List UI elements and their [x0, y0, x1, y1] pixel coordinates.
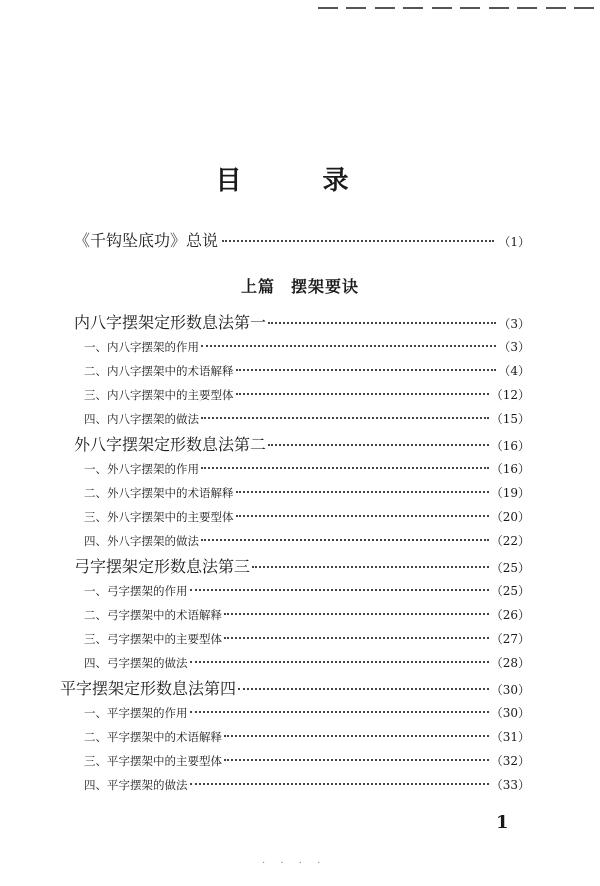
toc-entry-page: （16） [490, 462, 530, 476]
toc-entry-label: 一、内八字摆架的作用 [84, 340, 199, 354]
toc-entry-chapter[interactable] [74, 432, 530, 455]
toc-entry-label: 四、内八字摆架的做法 [84, 412, 199, 426]
dot-leader [236, 367, 497, 371]
toc-entry-page: （33） [490, 778, 530, 792]
toc-entry-page: （3） [498, 317, 530, 331]
toc-entry-page: （15） [490, 412, 530, 426]
page-number: 1 [496, 812, 509, 833]
toc-entry-label: 二、外八字摆架中的术语解释 [84, 486, 234, 500]
toc-entry-page: （3） [498, 340, 530, 354]
toc-entry-page: （16） [490, 439, 530, 453]
scan-specks: · · · · [262, 858, 327, 869]
toc-entry-page: （25） [490, 561, 530, 575]
toc-entry-label: 外八字摆架定形数息法第二 [74, 435, 267, 454]
toc-entry-section[interactable] [84, 532, 530, 549]
part-heading [0, 274, 600, 297]
toc-entry-section[interactable] [84, 728, 530, 745]
toc-entry-label: 二、平字摆架中的术语解释 [84, 730, 222, 744]
header-rule [318, 4, 594, 12]
dot-leader [236, 489, 489, 493]
toc-entry-section[interactable] [84, 410, 530, 427]
toc-entry-page: （12） [490, 388, 530, 402]
toc-entry-label: 一、平字摆架的作用 [84, 706, 188, 720]
toc-entry-label: 一、外八字摆架的作用 [84, 462, 199, 476]
toc-entry-page: （26） [490, 608, 530, 622]
dot-leader [236, 391, 489, 395]
toc-entry-section[interactable] [84, 508, 530, 525]
toc-entry-label: 《千钩坠底功》总说 [74, 231, 219, 250]
toc-entry-section[interactable] [84, 630, 530, 647]
dot-leader [224, 611, 489, 615]
toc-entry-label: 二、内八字摆架中的术语解释 [84, 364, 234, 378]
toc-entry-label: 一、弓字摆架的作用 [84, 584, 188, 598]
toc-entry-page: （25） [490, 584, 530, 598]
part-prefix: 上篇 [240, 277, 275, 296]
toc-entry-section[interactable] [84, 338, 530, 355]
toc-entry-label: 四、外八字摆架的做法 [84, 534, 199, 548]
toc-entry-label: 四、弓字摆架的做法 [84, 656, 188, 670]
dot-leader [224, 757, 489, 761]
toc-entry-label: 三、弓字摆架中的主要型体 [84, 632, 222, 646]
toc-entry-label: 二、弓字摆架中的术语解释 [84, 608, 222, 622]
toc-entry-label: 三、平字摆架中的主要型体 [84, 754, 222, 768]
toc-entry-section[interactable] [84, 654, 530, 671]
dot-leader [268, 320, 496, 324]
toc-entry-page: （28） [490, 656, 530, 670]
toc-entry-label: 四、平字摆架的做法 [84, 778, 188, 792]
dot-leader [224, 733, 489, 737]
toc-entry-section[interactable] [84, 776, 530, 793]
toc-entry-section[interactable] [84, 484, 530, 501]
dot-leader [268, 442, 489, 446]
dot-leader [252, 564, 489, 568]
toc-entry-page: （32） [490, 754, 530, 768]
toc-entry-page: （30） [490, 706, 530, 720]
toc-entry-page: （31） [490, 730, 530, 744]
toc-entry-chapter[interactable] [74, 310, 530, 333]
toc-entry-section[interactable] [84, 752, 530, 769]
toc-entry-page: （22） [490, 534, 530, 548]
toc-entry-label: 三、外八字摆架中的主要型体 [84, 510, 234, 524]
toc-entry-page: （1） [498, 235, 530, 249]
toc-entry-intro[interactable] [74, 228, 530, 251]
toc-entry-label: 内八字摆架定形数息法第一 [74, 313, 267, 332]
toc-entry-section[interactable] [84, 606, 530, 623]
toc-entry-page: （4） [498, 364, 530, 378]
toc-entry-page: （27） [490, 632, 530, 646]
dot-leader [236, 513, 489, 517]
toc-entry-section[interactable] [84, 362, 530, 379]
dot-leader [201, 415, 489, 419]
toc-entry-section[interactable] [84, 704, 530, 721]
page-title: 目 录 [215, 166, 385, 196]
toc-entry-page: （19） [490, 486, 530, 500]
toc-entry-chapter[interactable] [74, 554, 530, 577]
toc-entry-section[interactable] [84, 386, 530, 403]
toc-entry-chapter[interactable] [60, 676, 530, 699]
dot-leader [190, 659, 489, 663]
toc-entry-section[interactable] [84, 460, 530, 477]
dot-leader [224, 635, 489, 639]
dot-leader [190, 587, 489, 591]
toc-entry-label: 平字摆架定形数息法第四 [60, 679, 237, 698]
toc-entry-page: （20） [490, 510, 530, 524]
dot-leader [201, 537, 489, 541]
toc-entry-page: （30） [490, 683, 530, 697]
dot-leader [201, 465, 489, 469]
dot-leader [190, 709, 489, 713]
dot-leader [190, 781, 489, 785]
dot-leader [238, 686, 489, 690]
part-name: 摆架要诀 [291, 277, 360, 296]
toc-entry-section[interactable] [84, 582, 530, 599]
toc-entry-label: 三、内八字摆架中的主要型体 [84, 388, 234, 402]
toc-entry-label: 弓字摆架定形数息法第三 [74, 557, 251, 576]
dot-leader [222, 238, 494, 242]
dot-leader [201, 343, 496, 347]
